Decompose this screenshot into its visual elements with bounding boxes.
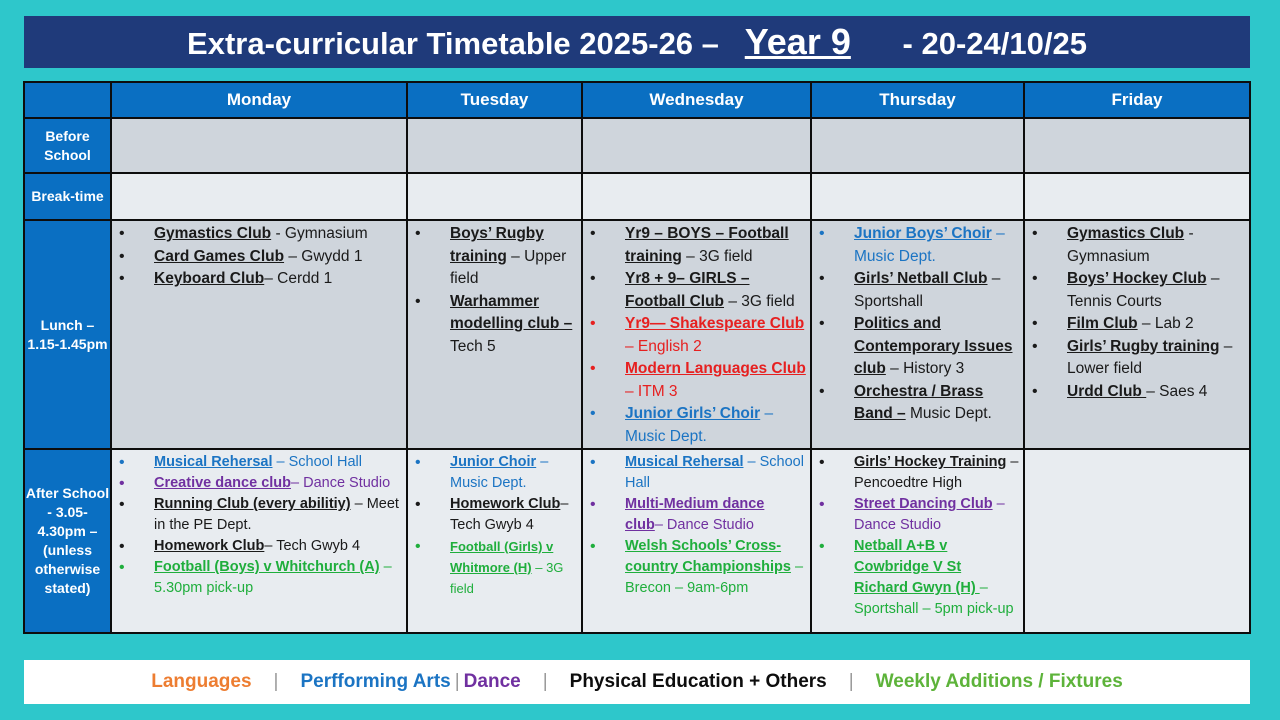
legend-item: Languages [151, 671, 252, 692]
row-label-after-school: After School - 3.05-4.30pm – (unless otherwise stated) [24, 449, 111, 633]
activity-item [450, 536, 577, 599]
activity-name: Film Club [1067, 315, 1138, 332]
lunch-monday-cell [111, 220, 407, 449]
activity-item [1067, 313, 1245, 336]
activity-item [854, 268, 1019, 313]
category-legend [24, 660, 1250, 704]
activity-name: Football (Girls) v Whitmore (H) [450, 539, 554, 575]
before-school-row [24, 118, 1250, 173]
activity-detail: – English 2 [625, 337, 702, 355]
break-time-wednesday-cell [582, 173, 811, 220]
activity-detail: – History 3 [885, 360, 965, 377]
lunch-tuesday-cell [407, 220, 582, 449]
lunch-friday-cell [1024, 220, 1250, 449]
activity-item [1067, 268, 1245, 313]
activity-name: Modern Languages Club [625, 360, 806, 377]
activity-name: Warhammer modelling club – [450, 292, 573, 332]
activity-detail: – Dance Studio [654, 517, 754, 533]
activity-detail: – School Hall [625, 454, 804, 491]
activity-name: Junior Girls’ Choir [625, 405, 761, 422]
activity-name: Welsh Schools’ Cross-country Championships [625, 538, 791, 575]
activity-detail: – Upper field [450, 247, 567, 287]
after-school-thursday-cell [811, 449, 1024, 633]
activity-detail: – ITM 3 [625, 382, 678, 400]
activity-list [1025, 221, 1249, 403]
activity-item [1067, 381, 1245, 404]
after-school-row [24, 449, 1250, 633]
activity-detail: – 3G field [681, 247, 753, 265]
activity-name: Boys’ Rugby training [450, 225, 544, 265]
activity-name: Keyboard Club [154, 270, 265, 287]
activity-name: Homework Club [154, 538, 265, 554]
activity-item [154, 473, 402, 494]
activity-name: Girls’ Netball Club [854, 270, 988, 287]
activity-item [625, 358, 806, 403]
activity-name: Card Games Club [154, 247, 285, 265]
activity-detail: – Music Dept. [854, 225, 1005, 265]
activity-name: Junior Boys’ Choir [854, 225, 992, 242]
activity-item [450, 494, 577, 536]
activity-name: Junior Choir [450, 454, 537, 470]
activity-name: Gymastics Club [1067, 225, 1185, 242]
before-school-friday-cell [1024, 118, 1250, 173]
activity-detail: – Music Dept. [450, 454, 549, 491]
activity-name: Homework Club [450, 496, 561, 512]
legend-separator: | [454, 671, 460, 692]
activity-name: Girls’ Rugby training [1067, 337, 1220, 355]
activity-list [583, 221, 810, 448]
activity-detail: – Meet in the PE Dept. [154, 496, 399, 533]
activity-list [408, 221, 581, 358]
activity-item [154, 536, 402, 557]
activity-name: Football (Boys) v Whitchurch (A) [154, 559, 380, 575]
after-school-tuesday-cell [407, 449, 582, 633]
activity-detail: – Sportshall – 5pm pick-up [854, 580, 1014, 617]
row-label-lunch: Lunch – 1.15-1.45pm [24, 220, 111, 449]
before-school-tuesday-cell [407, 118, 582, 173]
activity-item [625, 268, 806, 313]
header-corner [24, 82, 111, 118]
activity-name: Multi-Medium dance club [625, 496, 765, 533]
activity-item [854, 452, 1019, 494]
legend-item: Weekly Additions / Fixtures [875, 671, 1123, 692]
activity-detail: – Cerdd 1 [264, 270, 333, 287]
title-year: Year 9 [744, 21, 851, 62]
legend-separator: | [848, 671, 854, 692]
before-school-thursday-cell [811, 118, 1024, 173]
day-header-thursday: Thursday [811, 82, 1024, 118]
activity-name: Musical Rehersal [154, 454, 273, 470]
activity-item [1067, 336, 1245, 381]
activity-detail: - Gymnasium [1067, 225, 1194, 265]
activity-name: Yr8 + 9– GIRLS – Football Club [625, 270, 750, 310]
day-header-friday: Friday [1024, 82, 1250, 118]
activity-item [625, 452, 806, 494]
activity-detail: – Lower field [1067, 337, 1233, 377]
title-dates: - 20-24/10/25 [902, 26, 1087, 61]
lunch-wednesday-cell [582, 220, 811, 449]
activity-item [154, 246, 402, 269]
activity-name: Gymastics Club [154, 225, 272, 242]
activity-detail: – Dance Studio [291, 475, 391, 491]
activity-item [854, 223, 1019, 268]
activity-item [854, 494, 1019, 536]
legend-item: Perfforming Arts [300, 671, 451, 692]
activity-list [1025, 450, 1249, 452]
activity-detail: – Gwydd 1 [284, 247, 363, 265]
lunch-row [24, 220, 1250, 449]
activity-detail: – 5.30pm pick-up [154, 559, 392, 596]
activity-item [154, 557, 402, 599]
activity-detail: – Tech Gwyb 4 [450, 496, 569, 533]
activity-name: Street Dancing Club [854, 496, 993, 512]
activity-item [154, 268, 402, 291]
activity-name: Creative dance club [154, 475, 291, 491]
day-header-monday: Monday [111, 82, 407, 118]
activity-item [450, 223, 577, 291]
after-school-monday-cell [111, 449, 407, 633]
activity-item [154, 452, 402, 473]
activity-name: Girls’ Hockey Training [854, 454, 1007, 470]
lunch-thursday-cell [811, 220, 1024, 449]
break-time-thursday-cell [811, 173, 1024, 220]
activity-detail: – Pencoedtre High [854, 454, 1019, 491]
legend-item: Dance [463, 671, 521, 692]
activity-detail: – 3G field [450, 560, 564, 596]
break-time-tuesday-cell [407, 173, 582, 220]
activity-item [854, 381, 1019, 426]
activity-detail: - Gymnasium [271, 225, 368, 242]
activity-detail: – 3G field [724, 292, 795, 310]
activity-item [625, 223, 806, 268]
legend-separator: | [273, 671, 279, 692]
activity-detail: – Music Dept. [625, 405, 774, 445]
activity-list [812, 450, 1023, 620]
activity-detail: – Sportshall [854, 270, 1001, 310]
after-school-wednesday-cell [582, 449, 811, 633]
legend-separator: | [542, 671, 548, 692]
activity-detail: Tech 5 [450, 337, 496, 355]
activity-name: Orchestra / Brass Band – [854, 382, 984, 422]
activity-detail: – Brecon – 9am-6pm [625, 559, 804, 596]
activity-list [812, 221, 1023, 426]
activity-name: Musical Rehersal [625, 454, 744, 470]
activity-list [112, 221, 406, 291]
activity-name: Running Club (every abilitiy) [154, 496, 351, 512]
activity-item [625, 403, 806, 448]
activity-list [583, 450, 810, 599]
activity-item [625, 536, 806, 599]
after-school-friday-cell [1024, 449, 1250, 633]
before-school-wednesday-cell [582, 118, 811, 173]
activity-item [625, 313, 806, 358]
activity-detail: – Saes 4 [1146, 382, 1208, 400]
activity-item [154, 223, 402, 246]
row-label-break-time: Break-time [24, 173, 111, 220]
activity-detail: – Tennis Courts [1067, 270, 1220, 310]
activity-item [854, 313, 1019, 381]
break-time-friday-cell [1024, 173, 1250, 220]
activity-name: Politics and Contemporary Issues club [854, 315, 1013, 377]
day-header-row [24, 82, 1250, 118]
activity-detail: – Dance Studio [854, 496, 1005, 533]
activity-item [625, 494, 806, 536]
activity-name: Urdd Club [1067, 382, 1147, 400]
legend-item: Physical Education + Others [569, 671, 827, 692]
break-time-monday-cell [111, 173, 407, 220]
before-school-monday-cell [111, 118, 407, 173]
activity-item [450, 291, 577, 359]
activity-name: Yr9 – BOYS – Football training [625, 225, 789, 265]
activity-name: Netball A+B v Cowbridge V St Richard Gwyn (H) [854, 538, 980, 596]
activity-list [112, 450, 406, 599]
activity-detail: Music Dept. [905, 405, 992, 422]
day-header-wednesday: Wednesday [582, 82, 811, 118]
activity-detail: – Tech Gwyb 4 [264, 538, 361, 554]
row-label-before-school: Before School [24, 118, 111, 173]
activity-list [408, 450, 581, 599]
title-prefix: Extra-curricular Timetable 2025-26 – [187, 26, 719, 61]
activity-item [450, 452, 577, 494]
activity-item [154, 494, 402, 536]
timetable-grid [23, 81, 1251, 634]
activity-name: Boys’ Hockey Club [1067, 270, 1207, 287]
activity-item [854, 536, 1019, 620]
break-time-row [24, 173, 1250, 220]
activity-name: Yr9— Shakespeare Club [625, 315, 805, 332]
activity-detail: – School Hall [272, 454, 362, 470]
timetable-title-banner [24, 16, 1250, 68]
activity-detail: – Lab 2 [1137, 315, 1194, 332]
day-header-tuesday: Tuesday [407, 82, 582, 118]
activity-item [1067, 223, 1245, 268]
